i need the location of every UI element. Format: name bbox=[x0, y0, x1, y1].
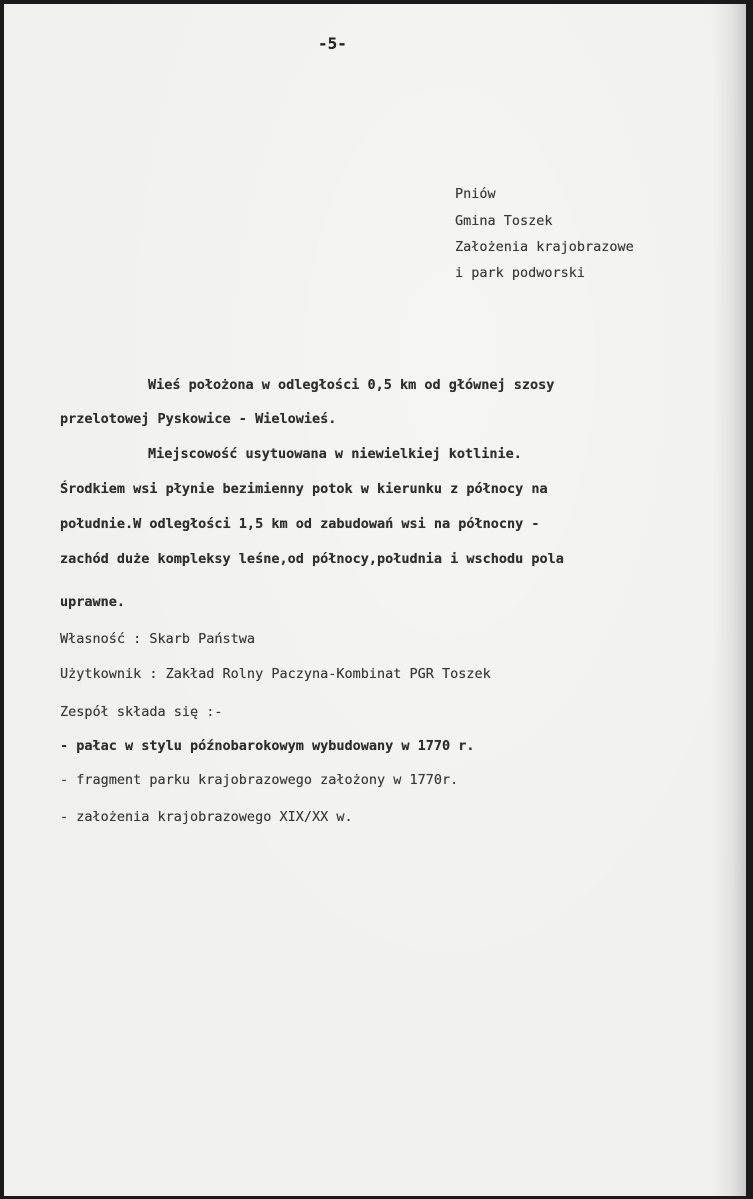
header-line-commune: Gmina Toszek bbox=[455, 213, 553, 229]
user-line: Użytkownik : Zakład Rolny Paczyna-Kombinat PGR Toszek bbox=[60, 666, 491, 682]
document-page bbox=[4, 4, 746, 1196]
body-line: Środkiem wsi płynie bezimienny potok w kierunku z północy na bbox=[60, 481, 548, 497]
header-line-place: Pniów bbox=[455, 186, 496, 202]
page-edge-shadow bbox=[712, 4, 746, 1196]
body-line: przelotowej Pyskowice - Wielowieś. bbox=[60, 411, 337, 427]
list-item: - pałac w stylu późnobarokowym wybudowany w 1770 r. bbox=[60, 738, 475, 754]
header-line-title: Założenia krajobrazowe bbox=[455, 239, 634, 255]
list-item: - założenia krajobrazowego XIX/XX w. bbox=[60, 809, 353, 825]
body-line: Wieś położona w odległości 0,5 km od głównej szosy bbox=[148, 377, 555, 393]
body-line: uprawne. bbox=[60, 594, 126, 610]
ownership-line: Własność : Skarb Państwa bbox=[60, 631, 256, 647]
page-number: -5- bbox=[318, 34, 347, 53]
body-line: południe.W odległości 1,5 km od zabudowań wsi na północny - bbox=[60, 516, 540, 532]
body-line: Miejscowość usytuowana w niewielkiej kotlinie. bbox=[148, 446, 522, 462]
list-item: - fragment parku krajobrazowego założony w 1770r. bbox=[60, 772, 459, 788]
complex-intro-line: Zespół składa się :- bbox=[60, 704, 223, 720]
header-line-subtitle: i park podworski bbox=[455, 265, 586, 281]
body-line: zachód duże kompleksy leśne,od północy,południa i wschodu pola bbox=[60, 551, 564, 567]
